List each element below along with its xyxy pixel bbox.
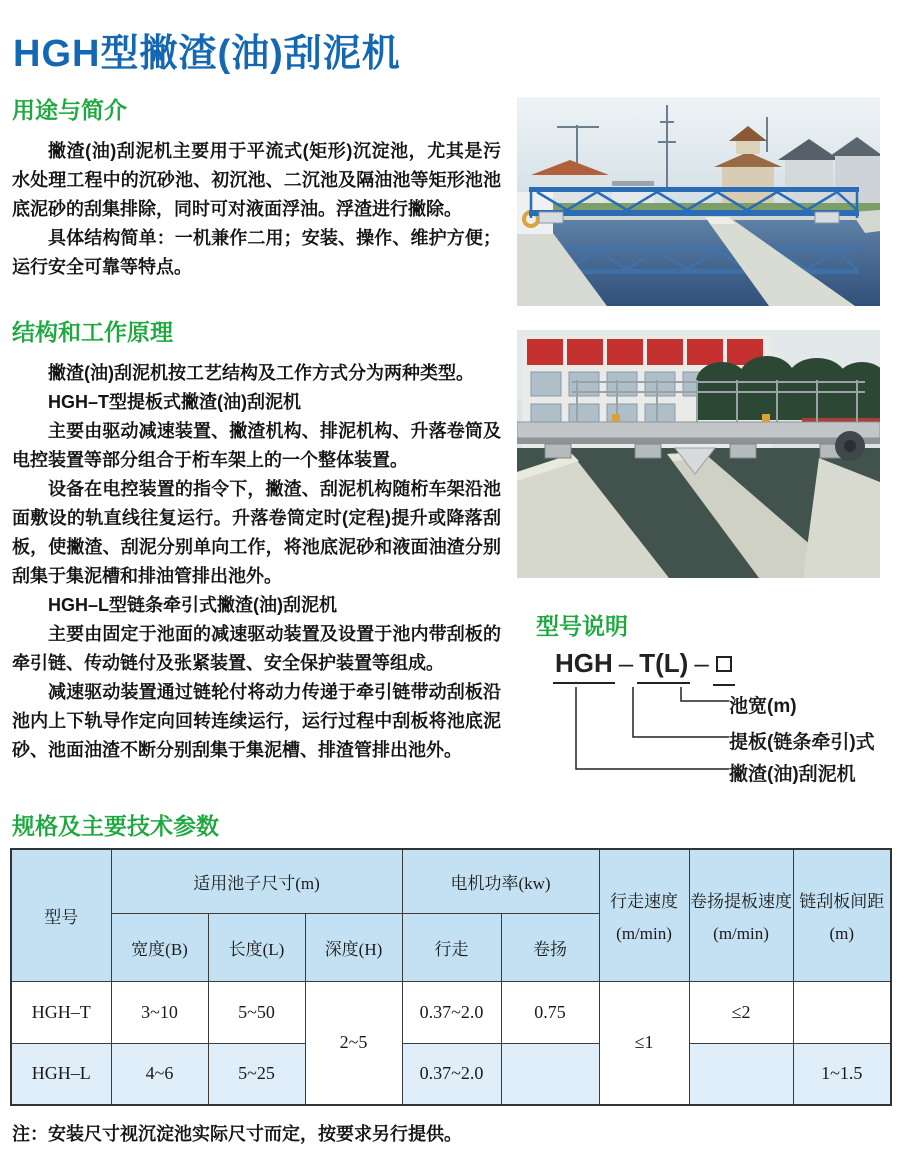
structure-paragraph: HGH–L型链条牵引式撇渣(油)刮泥机 xyxy=(48,595,337,615)
product-photo-chain-scraper xyxy=(517,330,880,578)
structure-paragraph: 撇渣(油)刮泥机按工艺结构及工作方式分为两种类型。 xyxy=(48,363,474,383)
structure-heading: 结构和工作原理 xyxy=(12,319,173,345)
td-hght-width: 3~10 xyxy=(111,981,208,1043)
th-motor-power-group: 电机功率(kw) xyxy=(402,849,599,913)
td-hghl-hoist-power xyxy=(501,1043,599,1105)
th-pool-size-group: 适用池子尺寸(m) xyxy=(111,849,402,913)
th-depth: 深度(H) xyxy=(305,913,402,981)
model-heading: 型号说明 xyxy=(536,613,628,639)
product-photo-scraper-bridge xyxy=(517,97,880,306)
th-width: 宽度(B) xyxy=(111,913,208,981)
td-hght-length: 5~50 xyxy=(208,981,305,1043)
structure-paragraph: 设备在电控装置的指令下，撇渣、刮泥机构随桁车架沿池面敷设的轨直线往复运行。升落卷筒定时(定程)提升或降落刮板，使撇渣、刮泥分别单向工作，将池底泥砂和液面油渣分别刮集于集泥槽和排油管排出池外。 xyxy=(12,479,501,586)
th-hoist-speed: 卷扬提板速度 (m/min) xyxy=(689,849,793,981)
intro-heading: 用途与简介 xyxy=(12,97,127,123)
intro-paragraph: 具体结构简单：一机兼作二用；安装、操作、维护方便；运行安全可靠等特点。 xyxy=(12,228,501,277)
model-label-type: 提板(链条牵引)式 xyxy=(729,732,875,753)
structure-paragraph: 主要由驱动减速装置、撇渣机构、排泥机构、升落卷筒及电控装置等部分组合于桁车架上的一个整体装置。 xyxy=(12,421,501,470)
model-code-dash: – xyxy=(694,648,709,678)
th-travel-speed: 行走速度 (m/min) xyxy=(599,849,689,981)
td-model-hghl: HGH–L xyxy=(11,1043,111,1105)
td-hght-hoist-power: 0.75 xyxy=(501,981,599,1043)
td-hghl-spacing: 1~1.5 xyxy=(793,1043,891,1105)
td-hght-hoist-speed: ≤2 xyxy=(689,981,793,1043)
spec-table xyxy=(10,848,892,1106)
td-hght-spacing xyxy=(793,981,891,1043)
model-code-type: T(L) xyxy=(637,648,690,684)
section-intro xyxy=(12,92,501,282)
td-hghl-hoist-speed xyxy=(689,1043,793,1105)
page-title: HGH型撇渣(油)刮泥机 xyxy=(13,33,401,75)
structure-paragraph: 减速驱动装置通过链轮付将动力传递于牵引链带动刮板沿池内上下轨导作定向回转连续运行，运行过程中刮板将池底泥砂、池面油渣不断分别刮集于集泥槽、排渣管排出池外。 xyxy=(12,682,501,760)
th-model: 型号 xyxy=(11,849,111,981)
td-hght-travel-power: 0.37~2.0 xyxy=(402,981,501,1043)
specs-heading: 规格及主要技术参数 xyxy=(12,813,219,839)
photo-illustration-2 xyxy=(517,330,880,578)
intro-paragraph: 撇渣(油)刮泥机主要用于平流式(矩形)沉淀池，尤其是污水处理工程中的沉砂池、初沉池、二沉池及隔油池等矩形池池底泥砂的刮集排除，同时可对液面浮油。浮渣进行撇除。 xyxy=(12,141,501,219)
td-model-hght: HGH–T xyxy=(11,981,111,1043)
th-travel-power: 行走 xyxy=(402,913,501,981)
th-hoist-power: 卷扬 xyxy=(501,913,599,981)
photo-illustration-1 xyxy=(517,97,880,306)
model-code-placeholder-box xyxy=(713,648,735,686)
td-shared-travel-speed: ≤1 xyxy=(599,981,689,1105)
model-connector-lines xyxy=(553,687,733,775)
model-label-machine: 撇渣(油)刮泥机 xyxy=(729,764,856,785)
td-shared-depth: 2~5 xyxy=(305,981,402,1105)
section-structure xyxy=(12,314,501,765)
td-hghl-travel-power: 0.37~2.0 xyxy=(402,1043,501,1105)
th-length: 长度(L) xyxy=(208,913,305,981)
model-code-prefix: HGH xyxy=(553,648,615,684)
td-hghl-length: 5~25 xyxy=(208,1043,305,1105)
structure-paragraph: HGH–T型提板式撇渣(油)刮泥机 xyxy=(48,392,301,412)
th-scraper-spacing: 链刮板间距 (m) xyxy=(793,849,891,981)
model-label-pool-width: 池宽(m) xyxy=(729,696,797,717)
structure-paragraph: 主要由固定于池面的减速驱动装置及设置于池内带刮板的牵引链、传动链付及张紧装置、安全保护装置等组成。 xyxy=(12,624,501,673)
model-code-dash: – xyxy=(618,648,634,678)
td-hghl-width: 4~6 xyxy=(111,1043,208,1105)
footnote: 注：安装尺寸视沉淀池实际尺寸而定，按要求另行提供。 xyxy=(12,1124,462,1144)
model-code xyxy=(553,648,735,686)
